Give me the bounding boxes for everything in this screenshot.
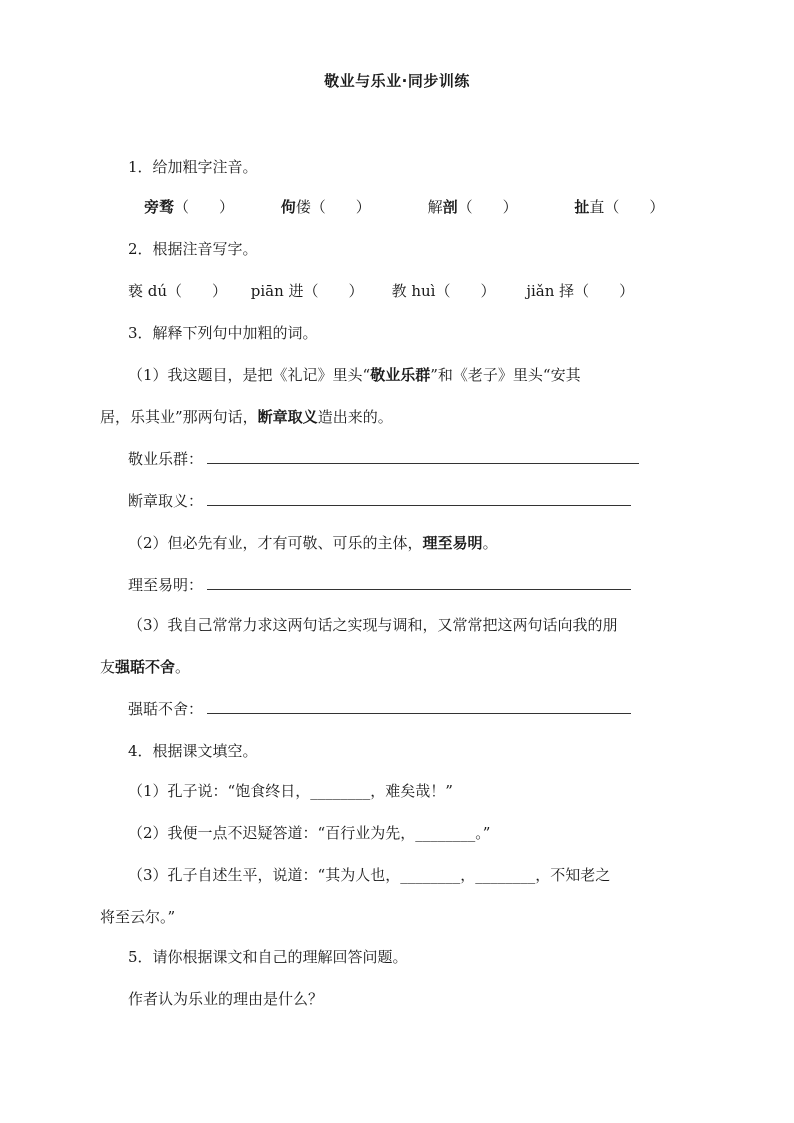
q2-item-2: piān 进（ ） (250, 282, 364, 300)
answer-blank[interactable] (207, 699, 631, 714)
q2-item-1: 亵 dú（ ） (128, 282, 228, 300)
q4-sentence-2: （2）我便一点不迟疑答道：“百行业为先，________。” (128, 824, 491, 842)
question-3-heading: 3．解释下列句中加粗的词。 (128, 324, 318, 342)
q4-sentence-3: （3）孔子自述生平，说道：“其为人也，________，________，不知老之 (128, 866, 611, 884)
question-5-heading: 5．请你根据课文和自己的理解回答问题。 (128, 948, 408, 966)
q3-sentence-3: （3）我自己常常力求这两句话之实现与调和，又常常把这两句话向我的朋 (128, 616, 618, 634)
question-1-items (144, 196, 664, 218)
q3-answer-line-1: 敬业乐群： (128, 448, 639, 470)
q5-question: 作者认为乐业的理由是什么？ (128, 990, 324, 1008)
q3-sentence-1-cont: 居，乐其业”那两句话，断章取义造出来的。 (100, 408, 393, 426)
q3-sentence-1: （1）我这题目，是把《礼记》里头“敬业乐群”和《老子》里头“安其 (128, 366, 581, 384)
q4-sentence-3-cont: 将至云尔。” (100, 908, 176, 926)
q4-sentence-1: （1）孔子说：“饱食终日，________，难矣哉！” (128, 782, 453, 800)
question-4-heading: 4．根据课文填空。 (128, 742, 258, 760)
q3-answer-line-4: 强聒不舍： (128, 698, 631, 720)
q3-answer-line-3: 理至易明： (128, 574, 631, 596)
answer-blank[interactable] (207, 491, 631, 506)
q1-item-3: 解剖（ ） (427, 198, 518, 216)
question-2-items (128, 280, 634, 302)
answer-blank[interactable] (207, 449, 639, 464)
q1-item-1: 旁骛（ ） (144, 198, 235, 216)
q3-sentence-3-cont: 友强聒不舍。 (100, 658, 191, 676)
question-2-heading: 2．根据注音写字。 (128, 240, 258, 258)
answer-blank[interactable] (207, 575, 631, 590)
q2-item-4: jiǎn 择（ ） (526, 282, 635, 300)
q2-item-3: 教 huì（ ） (391, 282, 496, 300)
q3-sentence-2: （2）但必先有业，才有可敬、可乐的主体，理至易明。 (128, 534, 498, 552)
page-title: 敬业与乐业·同步训练 (324, 72, 470, 90)
question-1-heading: 1．给加粗字注音。 (128, 158, 258, 176)
q1-item-4: 扯直（ ） (574, 198, 665, 216)
q1-item-2: 佝偻（ ） (280, 198, 371, 216)
q3-answer-line-2: 断章取义： (128, 490, 631, 512)
